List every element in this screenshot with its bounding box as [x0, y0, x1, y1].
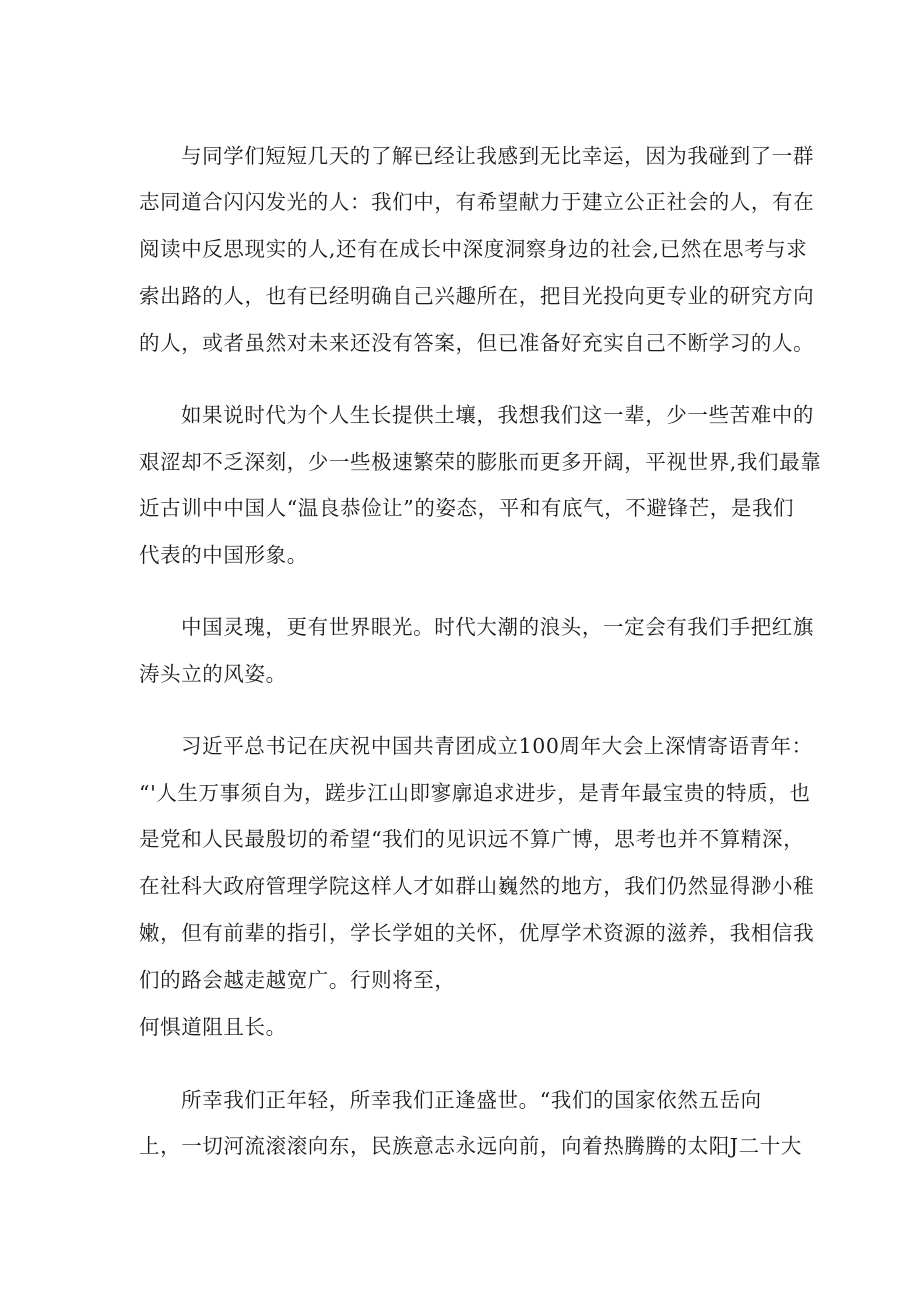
paragraph-1-line-3: 阅读中反思现实的人,还有在成长中深度洞察身边的社会,已然在思考与求 [139, 237, 808, 261]
paragraph-2-line-3: 近古训中中国人“温良恭俭让”的姿态，平和有底气，不避锋芒，是我们 [139, 496, 795, 520]
paragraph-4-line-5: 嫩，但有前辈的指引，学长学姐的关怀，优厚学术资源的滋养，我相信我 [139, 921, 815, 945]
paragraph-5-line-1: 所幸我们正年轻，所幸我们正逢盛世。“我们的国家依然五岳向 [181, 1088, 762, 1112]
paragraph-4-line-6: 们的路会越走越宽广。行则将至， [139, 968, 456, 992]
paragraph-4-line-1: 习近平总书记在庆祝中国共青团成立100周年大会上深情寄语青年： [181, 734, 813, 758]
paragraph-1-line-5: 的人，或者虽然对未来还没有答案，但已准备好充实自己不断学习的人。 [139, 331, 815, 355]
paragraph-3-line-2: 涛头立的风姿。 [139, 662, 287, 686]
paragraph-2-line-1: 如果说时代为个人生长提供土壤，我想我们这一辈，少一些苦难中的 [181, 403, 814, 427]
paragraph-3-line-1: 中国灵瑰，更有世界眼光。时代大潮的浪头，一定会有我们手把红旗 [181, 615, 814, 639]
paragraph-4-line-4: 在社科大政府管理学院这样人才如群山巍然的地方，我们仍然显得渺小稚 [139, 874, 815, 898]
paragraph-1-line-2: 志同道合闪闪发光的人：我们中，有希望献力于建立公正社会的人，有在 [139, 190, 815, 214]
paragraph-2-line-4: 代表的中国形象。 [139, 543, 308, 567]
paragraph-4-line-2: “'人生万事须自为，蹉步江山即寥廓追求进步，是青年最宝贵的特质，也 [139, 781, 811, 805]
paragraph-5-line-2: 上，一切河流滚滚向东，民族意志永远向前，向着热腾腾的太阳J二十大 [139, 1134, 802, 1158]
paragraph-1-line-4: 索出路的人，也有已经明确自己兴趣所在，把目光投向更专业的研究方向 [139, 284, 815, 308]
paragraph-4-line-7: 何惧道阻且长。 [139, 1015, 287, 1039]
paragraph-2-line-2: 艰涩却不乏深刻，少一些极速繁荣的膨胀而更多开阔，平视世界,我们最靠 [139, 450, 822, 474]
paragraph-4-line-3: 是党和人民最殷切的希望“我们的见识远不算广博，思考也并不算精深， [139, 827, 805, 851]
paragraph-1-line-1: 与同学们短短几天的了解已经让我感到无比幸运，因为我碰到了一群 [181, 144, 814, 168]
